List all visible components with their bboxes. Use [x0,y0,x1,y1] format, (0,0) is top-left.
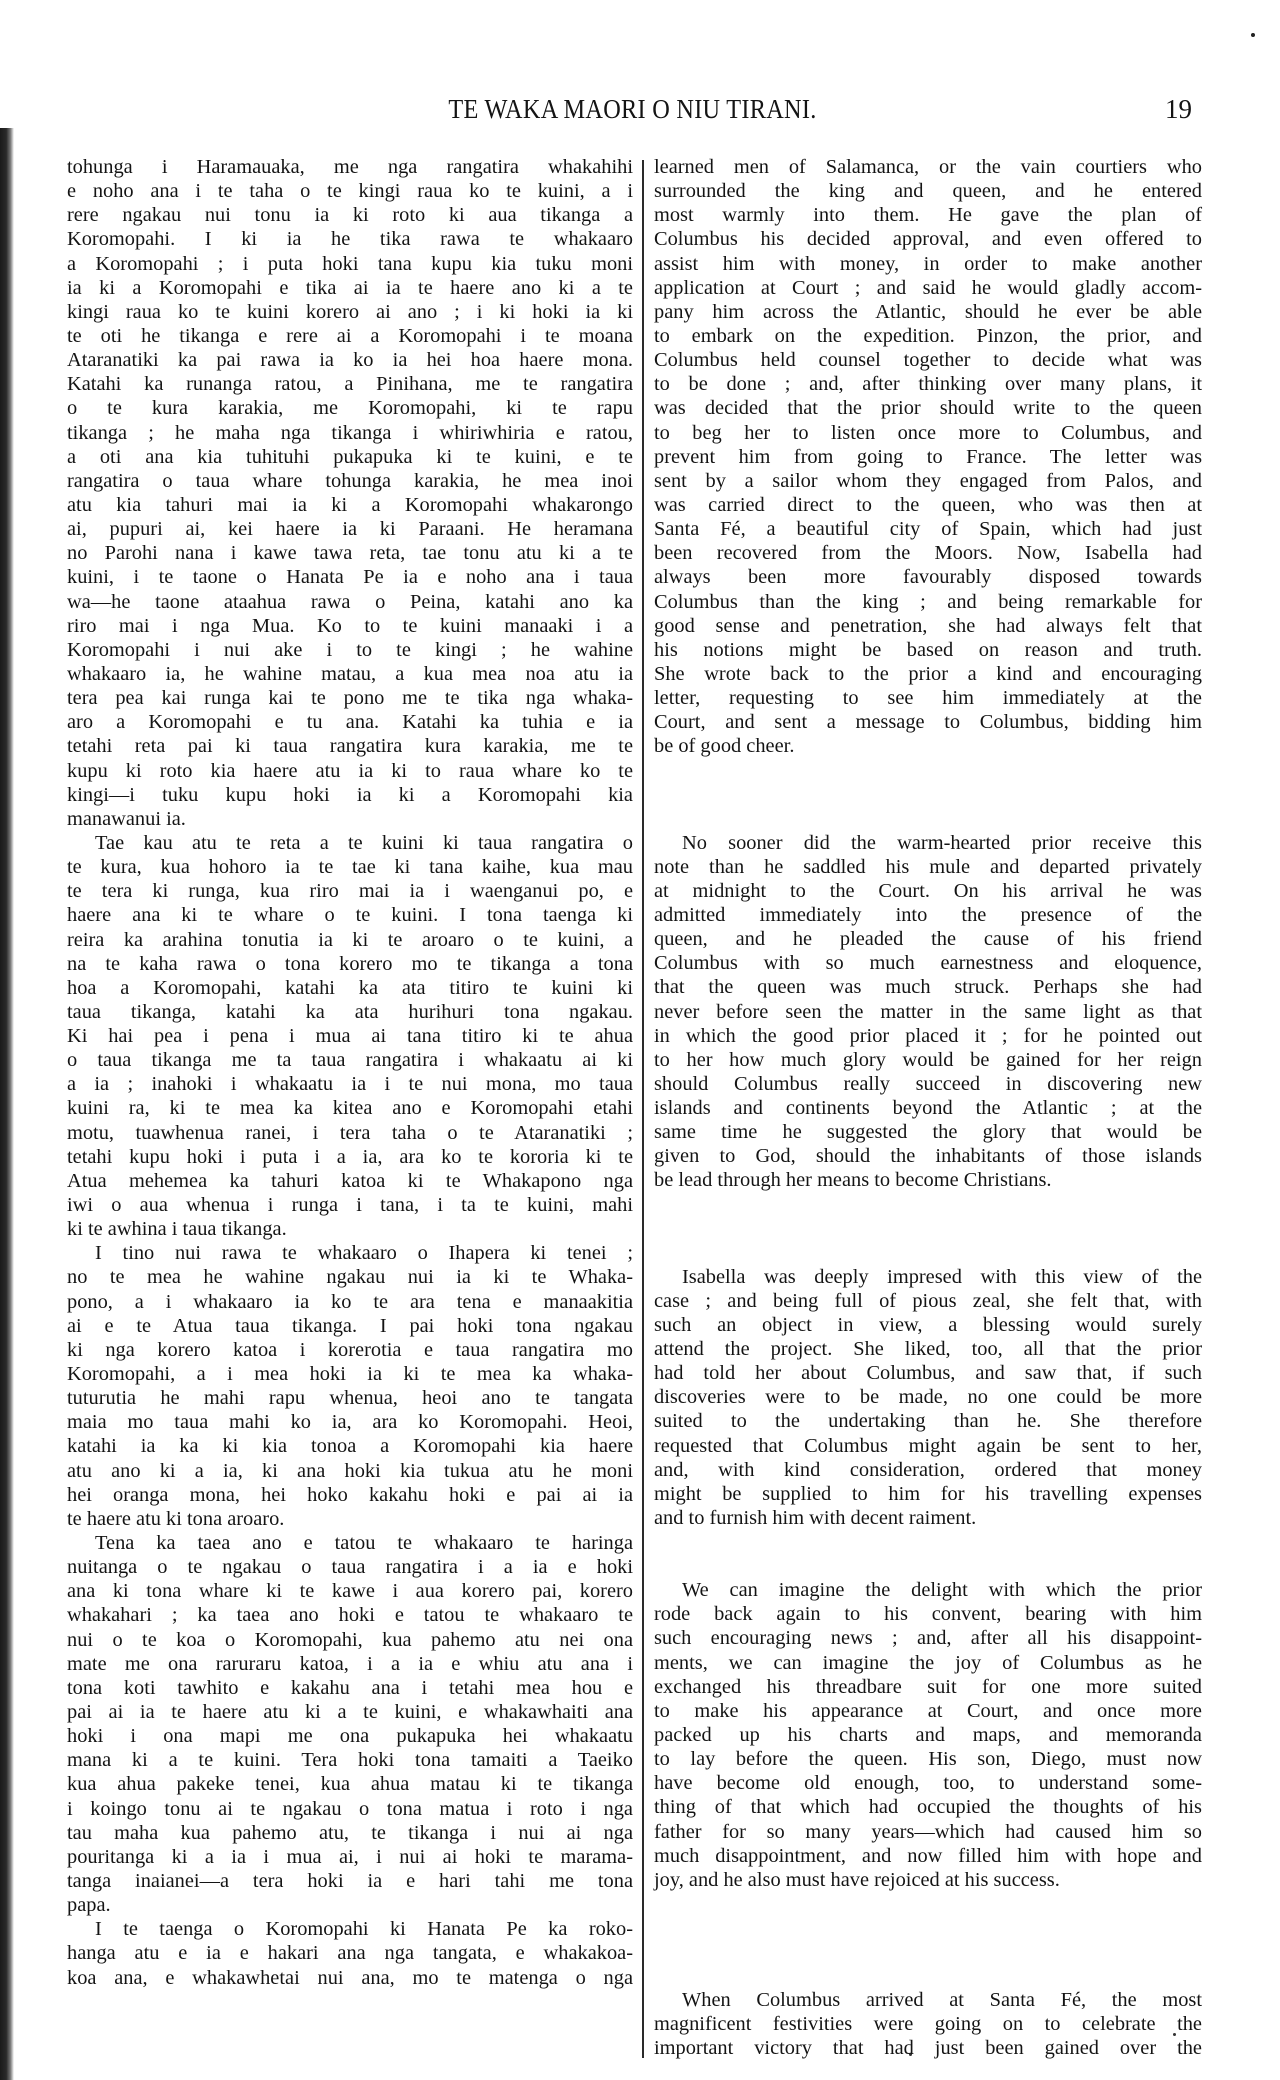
text-line: Atua mehemea ka tahuri katoa ki te Whakapono nga [67,1169,633,1192]
text-line: application at Court ; and said he would gladly accom- [654,276,1202,299]
text-line: assist him with money, in order to make another [654,252,1202,275]
text-line: Tae kau atu te reta a te kuini ki taua rangatira o [95,831,633,854]
text-line: never before seen the matter in the same light as that [654,1000,1202,1023]
text-line: joy, and he also must have rejoiced at his success. [654,1868,1060,1891]
text-line: requested that Columbus might again be sent to her, [654,1434,1202,1457]
text-line: kua ahua pakeke tenei, kua ahua matau ki te tikanga [67,1773,633,1796]
paragraph [67,831,633,1241]
text-line: motu, tuawhenua ranei, i tera taha o te Ataranatiki ; [67,1121,633,1144]
text-line: tuturutia he mahi rapu whenua, heoi ano te tangata [67,1387,633,1410]
text-line: tau maha kua pahemo atu, te tikanga i nui ai nga [67,1821,633,1844]
paragraph [654,831,1202,1193]
text-line: Ataranatiki ka pai rawa ia ko ia hei hoa haere mona. [67,349,633,372]
text-line: always been more favourably disposed towards [654,566,1202,589]
maori-text-column [67,155,633,1990]
text-line: I te taenga o Koromopahi ki Hanata Pe ka roko- [95,1918,633,1941]
text-line: o taua tikanga me ta taua rangatira i whakaatu ai ki [67,1049,633,1072]
text-line: discoveries were to be made, no one could be more [654,1386,1202,1409]
text-line: have become old enough, too, to understand some- [654,1772,1202,1795]
text-line: should Columbus really succeed in discovering new [654,1072,1202,1095]
text-line: thing of that which had occupied the thoughts of his [654,1796,1202,1819]
text-line: a oti ana kia tuhituhi pukapuka ki te kuini, e te [67,445,633,468]
text-line: rangatira o taua whare tohunga karakia, he mea inoi [67,469,633,492]
text-line: queen, and he pleaded the cause of his friend [654,928,1202,951]
text-line: learned men of Salamanca, or the vain courtiers who [654,156,1202,178]
text-line: ai, pupuri ai, kei haere ia ki Paraani. He heramana [67,518,633,541]
text-line: Columbus with so much earnestness and eloquence, [654,952,1202,975]
text-line: e noho ana i te taha o te kingi raua ko te kuini, a i [67,180,633,203]
paragraph [67,1531,633,1917]
text-line: Koromopahi i nui ake i to te kingi ; he wahine [67,638,633,661]
text-line: haere ana ki te whare o te kuini. I tona taenga ki [67,904,633,927]
text-line: mate me ona raruraru katoa, i a ia e whiu atu ana i [67,1652,633,1675]
text-line: to embark on the expedition. Pinzon, the prior, and [654,324,1202,347]
text-line: te oti he tikanga e rere ai a Koromopahi i te moana [67,324,633,347]
text-line: whakahari ; ka taea ano hoki e tatou te whakaaro te [67,1604,633,1627]
text-line: same time he suggested the glory that would be [654,1121,1202,1144]
text-line: to lay before the queen. His son, Diego, must now [654,1748,1202,1771]
paragraph [654,155,1202,759]
text-line: Court, and sent a message to Columbus, bidding him [654,711,1202,734]
text-line: atu kia tahuri mai ia ki a Koromopahi whakarongo [67,493,633,516]
text-line: pai ai ia te haere atu ki a te kuini, e whakawhaiti ana [67,1701,633,1723]
text-line: Koromopahi. I ki ia he tika rawa te whakaaro [67,228,633,251]
text-line: kuini, i te taone o Hanata Pe ia e noho ana i taua [67,566,633,589]
text-line: that the queen was much struck. Perhaps she had [654,976,1202,999]
text-line: na te kaha rawa o tona korero mo te tikanga a tona [67,952,633,975]
text-line: We can imagine the delight with which the prior [682,1579,1202,1602]
text-line: te haere atu ki tona aroaro. [67,1507,285,1530]
text-line: case ; and being full of pious zeal, she felt that, with [654,1289,1202,1312]
text-line: mana ki a te kuini. Tera hoki tona tamaiti a Taeiko [67,1749,633,1772]
text-line: hei oranga mona, hei hoko kakahu hoki e pai ai ia [67,1483,633,1506]
text-line: no te mea he wahine ngakau nui ia ki te Whaka- [67,1266,633,1289]
text-line: at midnight to the Court. On his arrival he was [654,879,1202,902]
text-line: maia mo taua mahi ko ia, ara ko Koromopahi. Heoi, [67,1411,633,1434]
scan-speck [1251,33,1255,37]
text-line: ia ki a Koromopahi e tika ai ia te haere ano ki a te [67,276,633,299]
text-line: admitted immediately into the presence of the [654,903,1202,926]
text-line: such encouraging news ; and, after all his disappoint- [654,1627,1202,1650]
text-line: Santa Fé, a beautiful city of Spain, which had just [654,518,1202,541]
text-line: ki nga korero katoa i korerotia e taua rangatira mo [67,1338,633,1361]
text-line: rode back again to his convent, bearing with him [654,1603,1202,1626]
text-line: important victory that had just been gained over the [654,2037,1202,2060]
text-line: kingi raua ko te kuini korero ai ano ; i ki hoki ia ki [67,300,633,323]
paragraph [67,155,633,831]
text-line: Columbus his decided approval, and even offered to [654,228,1202,251]
text-line: pouritanga ki a ia i mua ai, i nui ai hoki te marama- [67,1845,633,1868]
text-line: te kura, kua hohoro ia te tae ki tana kaihe, kua mau [67,856,633,879]
text-line: pany him across the Atlantic, should he ever be able [654,300,1202,323]
text-line: to beg her to listen once more to Columbus, and [654,421,1202,444]
text-line: much disappointment, and now filled him with hope and [654,1844,1202,1867]
text-line: been recovered from the Moors. Now, Isabella had [654,542,1202,565]
text-line: was carried direct to the queen, who was then at [654,493,1202,516]
text-line: ana ki tona whare ki te kawe i aua korero pai, korero [67,1580,633,1603]
text-line: attend the project. She liked, too, all that the prior [654,1338,1202,1361]
text-line: packed up his charts and maps, and memoranda [654,1724,1202,1747]
scan-binding-shadow [0,128,14,2080]
text-line: in which the good prior placed it ; for he pointed out [654,1024,1202,1047]
text-line: atu ano ki a ia, ki ana hoki kia tukua atu he moni [67,1459,633,1482]
text-line: kupu ki roto kia haere atu ia ki to raua whare ko te [67,759,633,782]
text-line: and to furnish him with decent raiment. [654,1507,977,1530]
text-line: a Koromopahi ; i puta hoki tana kupu kia tuku moni [67,252,633,275]
text-line: manawanui ia. [67,807,186,830]
text-line: wa—he taone ataahua rawa o Peina, katahi ano ka [67,590,633,613]
text-line: tohunga i Haramauaka, me nga rangatira whakahihi [67,156,633,178]
text-line: magnificent festivities were going on to celebrate the [654,2013,1202,2036]
text-line: suited to the undertaking than he. She therefore [654,1410,1202,1433]
text-line: his notions might be based on reason and truth. [654,638,1202,661]
paragraph [654,1578,1202,1892]
text-line: tetahi reta pai ki taua rangatira kura karakia, me te [67,735,633,758]
text-line: nuitanga o te ngakau o taua rangatira i a ia e hoki [67,1556,633,1579]
text-line: o te kura karakia, me Koromopahi, ki te rapu [67,397,633,420]
text-line: i koingo tonu ai te ngakau o tona matua i roto i nga [67,1797,633,1820]
text-line: tona koti tawhito e kakahu ana i tetahi mea hou e [67,1676,633,1699]
text-line: father for so many years—which had caused him so [654,1820,1202,1843]
text-line: to make his appearance at Court, and once more [654,1699,1202,1722]
paragraph [67,1241,633,1531]
text-line: given to God, should the inhabitants of those islands [654,1145,1202,1168]
text-line: letter, requesting to see him immediately at the [654,687,1202,710]
text-line: ki te awhina i taua tikanga. [67,1218,287,1241]
text-line: Columbus held counsel together to decide what was [654,349,1202,372]
text-line: tanga inaianei—a tera hoki ia e hari tahi me tona [67,1869,633,1892]
text-line: islands and continents beyond the Atlantic ; at the [654,1097,1202,1120]
text-line: hanga atu e ia e hakari ana nga tangata, e whakakoa- [67,1942,633,1965]
text-line: might be supplied to him for his travelling expenses [654,1482,1202,1505]
text-line: Koromopahi, a i mea hoki ia ki te mea ka whaka- [67,1363,633,1386]
text-line: to be done ; and, after thinking over many plans, it [654,373,1202,396]
text-line: such an object in view, a blessing would surely [654,1313,1202,1336]
text-line: note than he saddled his mule and departed privately [654,855,1202,878]
text-line: tikanga ; he maha nga tikanga i whiriwhiria e ratou, [67,421,633,444]
text-line: te tera ki runga, kua riro mai ia i waenganui po, e [67,880,633,903]
text-line: kuini ra, ki te mea ka kitea ano e Koromopahi etahi [67,1097,633,1120]
text-line: ai e te Atua taua tikanga. I pai hoki tona ngakau [67,1314,633,1337]
text-line: be lead through her means to become Christians. [654,1169,1052,1192]
text-line: reira ka arahina tonutia ia ki te aroaro o te kuini, a [67,928,633,951]
text-line: be of good cheer. [654,735,795,758]
paragraph [67,1917,633,1989]
text-line: ments, we can imagine the joy of Columbus as he [654,1651,1202,1674]
text-line: tetahi kupu hoki i puta i a ia, ara ko te kororia ki te [67,1145,633,1168]
text-line: to her how much glory would be gained for her reign [654,1048,1202,1071]
text-line: aro a Koromopahi e tu ana. Katahi ka tuhia e ia [67,711,633,734]
text-line: and, with kind consideration, ordered that money [654,1458,1202,1481]
paragraph [654,1265,1202,1531]
text-line: She wrote back to the prior a kind and encouraging [654,662,1202,685]
text-line: Ki hai pea i pena i mua ai tana titiro ki te ahua [67,1025,633,1048]
text-line: rere ngakau nui tonu ia ki roto ki aua tikanga a [67,204,633,227]
text-line: kingi—i tuku kupu hoki ia ki a Koromopahi kia [67,783,633,806]
text-line: katahi ia ka ki kia tonoa a Koromopahi kia haere [67,1435,633,1458]
text-line: papa. [67,1894,111,1917]
text-line: hoki i ona mapi me ona pukapuka hei whakaatu [67,1725,633,1748]
text-line: taua tikanga, katahi ka ata hurihuri tona ngakau. [67,1000,633,1023]
running-head [0,94,1280,128]
text-line: koa ana, e whakawhetai nui ana, mo te matenga o nga [67,1966,633,1989]
publication-title: TE WAKA MAORI O NIU TIRANI. [448,94,817,124]
text-line: tera pea kai runga kai te pono me te tika nga whaka- [67,687,633,710]
text-line: pono, a i whakaaro ia ko te ara tena e manaakitia [67,1290,633,1313]
text-line: whakaaro ia, he wahine matau, a kua mea noa atu ia [67,662,633,685]
text-line: prevent him from going to France. The letter was [654,445,1202,468]
text-line: Isabella was deeply impresed with this view of the [682,1265,1202,1288]
text-line: good sense and penetration, she had always felt that [654,614,1202,637]
text-line: When Columbus arrived at Santa Fé, the most [682,1989,1202,2011]
english-text-column [654,155,1202,2060]
text-line: was decided that the prior should write to the queen [654,397,1202,420]
text-line: exchanged his threadbare suit for one more suited [654,1675,1202,1698]
text-line: nui o te koa o Koromopahi, kua pahemo atu nei ona [67,1628,633,1651]
text-line: sent by a sailor whom they engaged from Palos, and [654,469,1202,492]
text-line: I tino nui rawa te whakaaro o Ihapera ki tenei ; [95,1242,633,1265]
text-line: a ia ; inahoki i whakaatu ia i te nui mona, mo taua [67,1073,633,1096]
text-line: no Parohi nana i kawe tawa reta, tae tonu atu ki a te [67,542,633,565]
paragraph [654,1988,1202,2060]
text-line: Columbus than the king ; and being remarkable for [654,590,1202,613]
text-line: most warmly into them. He gave the plan of [654,204,1202,227]
text-line: hoa a Koromopahi, katahi ka ata titiro te kuini ki [67,976,633,999]
column-divider [642,160,644,2058]
text-line: had told her about Columbus, and saw that, if such [654,1362,1202,1385]
text-line: riro mai i nga Mua. Ko to te kuini manaaki i a [67,614,633,637]
text-line: No sooner did the warm-hearted prior receive this [682,831,1202,854]
text-line: iwi o aua whenua i runga i tana, i ta te kuini, mahi [67,1194,633,1217]
text-line: Tena ka taea ano e tatou te whakaaro te haringa [95,1532,633,1555]
page-number: 19 [1165,94,1192,124]
text-line: surrounded the king and queen, and he entered [654,180,1202,203]
text-line: Katahi ka runanga ratou, a Pinihana, me te rangatira [67,373,633,396]
